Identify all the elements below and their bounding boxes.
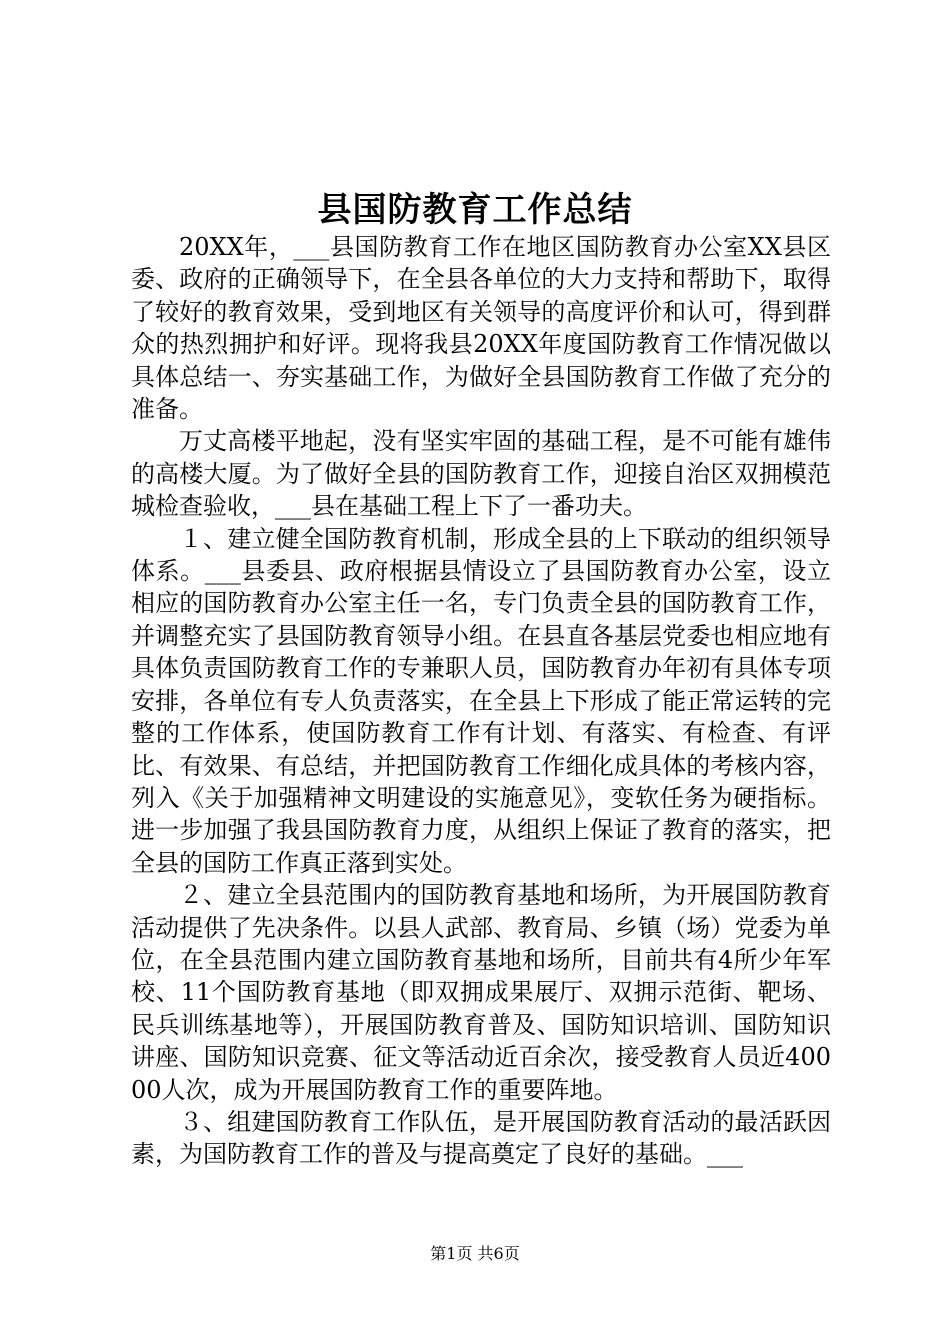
page-number-footer: 第1页 共6页 (430, 1244, 520, 1263)
document-title: 县国防教育工作总结 (317, 190, 633, 230)
paragraph-item-3: ３、组建国防教育工作队伍，是开展国防教育活动的最活跃因素，为国防教育工作的普及与提高奠定了良好的基础。___ (131, 1107, 831, 1169)
paragraph-intro: 20XX年，___县国防教育工作在地区国防教育办公室XX县区委、政府的正确领导下，在全县各单位的大力支持和帮助下，取得了较好的教育效果，受到地区有关领导的高度评价和认可，得到群众的热烈拥护和好评。现将我县20XX年度国防教育工作情况做以具体总结一、夯实基础工作，为做好全县国防教育工作做了充分的准备。 (131, 233, 831, 424)
document-body (131, 231, 831, 1171)
paragraph-item-2: ２、建立全县范围内的国防教育基地和场所，为开展国防教育活动提供了先决条件。以县人武部、教育局、乡镇（场）党委为单位，在全县范围内建立国防教育基地和场所，目前共有4所少年军校、11个国防教育基地（即双拥成果展厅、双拥示范街、靶场、民兵训练基地等），开展国防教育普及、国防知识培训、国防知识讲座、国防知识竞赛、征文等活动近百余次，接受教育人员近40000人次，成为开展国防教育工作的重要阵地。 (131, 881, 831, 1104)
paragraph-foundation: 万丈高楼平地起，没有坚实牢固的基础工程，是不可能有雄伟的高楼大厦。为了做好全县的国防教育工作，迎接自治区双拥模范城检查验收，___县在基础工程上下了一番功夫。 (131, 427, 831, 521)
paragraph-item-1: １、建立健全国防教育机制，形成全县的上下联动的组织领导体系。___县委县、政府根据县情设立了县国防教育办公室，设立相应的国防教育办公室主任一名，专门负责全县的国防教育工作，并调整充实了县国防教育领导小组。在县直各基层党委也相应地有具体负责国防教育工作的专兼职人员，国防教育办年初有具体专项安排，各单位有专人负责落实，在全县上下形成了能正常运转的完整的工作体系，使国防教育工作有计划、有落实、有检查、有评比、有效果、有总结，并把国防教育工作细化成具体的考核内容，列入《关于加强精神文明建设的实施意见》，变软任务为硬指标。进一步加强了我县国防教育力度，从组织上保证了教育的落实，把全县的国防工作真正落到实处。 (131, 524, 831, 877)
